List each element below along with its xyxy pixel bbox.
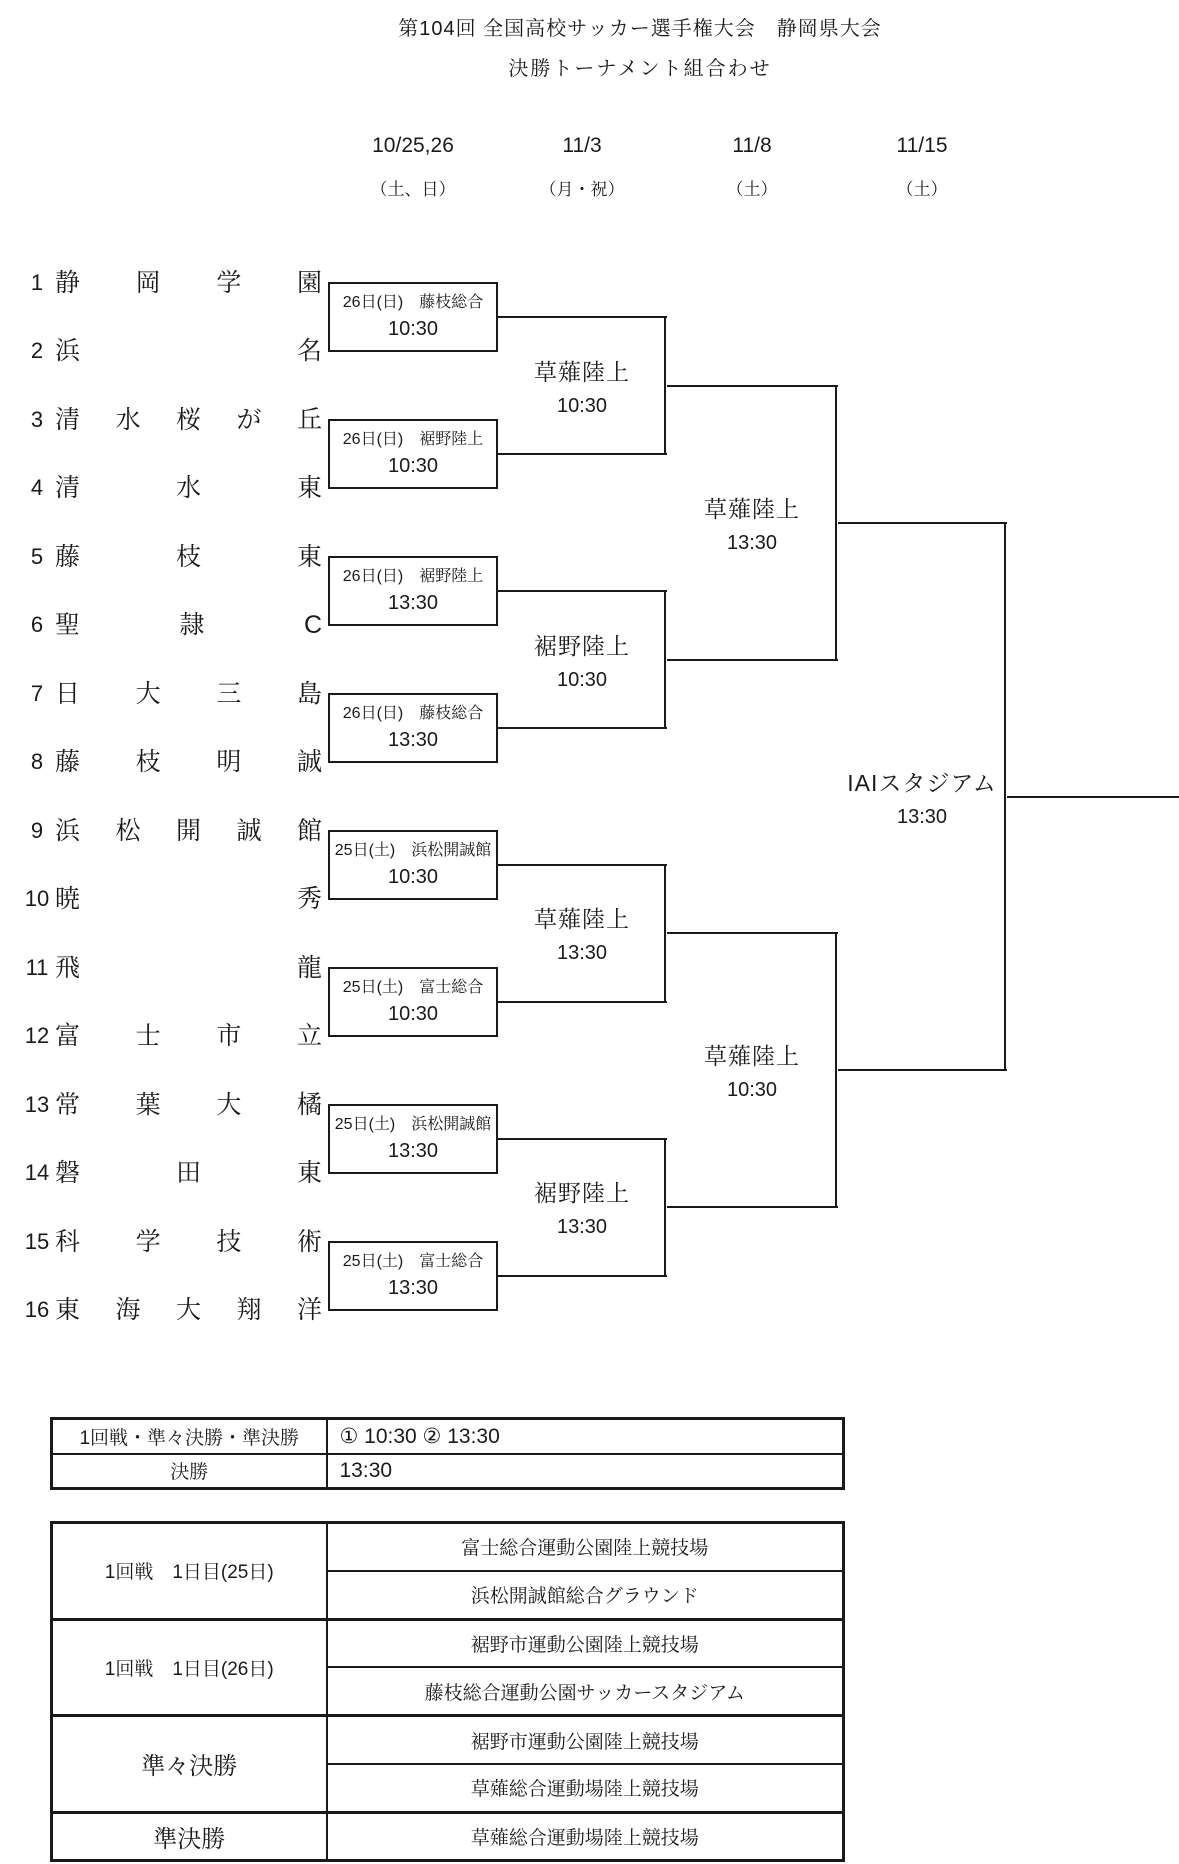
team-name: 藤 枝 東 [55,542,322,571]
bracket-line [838,522,1007,524]
match-time: 10:30 [387,1002,439,1025]
seed-number: 2 [30,338,44,364]
seed-number: 9 [30,817,44,843]
match-time: 13:30 [896,805,948,828]
match-date-venue: 26日(日) 藤枝総合 [342,294,484,311]
round-group-label: 1回戦 1日目(26日) [52,1619,327,1716]
match-time: 13:30 [387,728,439,751]
quarterfinal-label [534,354,630,418]
bracket-line [667,659,838,661]
round-group-label: 準々決勝 [52,1716,327,1813]
team-name: 藤 枝 明 誠 [55,748,322,777]
page-title: 第104回 全国高校サッカー選手権大会 静岡県大会 [398,18,882,40]
venue-name: 草薙陸上 [704,1043,800,1070]
bracket-line [498,1138,667,1140]
round1-match-box [328,967,498,1037]
match-time: 13:30 [726,531,778,554]
bracket-line [498,727,667,729]
team-name: 富 士 市 立 [55,1022,322,1051]
quarterfinal-label [534,1175,630,1239]
team-name: 磐 田 東 [55,1159,322,1188]
match-time: 13:30 [556,942,608,965]
round-date-column [371,134,456,200]
round-day-label: （土） [726,180,778,199]
venue-cell: 藤枝総合運動公園サッカースタジアム [327,1667,844,1715]
venue-table-row [52,1812,844,1860]
seed-number: 11 [25,954,49,980]
team-name: 東 海 大 翔 洋 [55,1296,322,1324]
bracket-line [498,864,667,866]
venue-cell: 裾野市運動公園陸上競技場 [327,1619,844,1667]
seed-number: 10 [24,886,50,912]
team-name: 日 大 三 島 [55,679,322,708]
round1-match-box [328,693,498,763]
match-date-venue: 25日(土) 富士総合 [342,978,484,996]
venue-cell: 草薙総合運動場陸上競技場 [327,1764,844,1812]
semifinal-label [704,491,800,555]
round-day-label: （土） [896,180,948,199]
seed-number: 7 [30,680,44,706]
venue-name: 草薙陸上 [704,495,800,522]
round-date-column [540,134,625,200]
round-day-label: （月・祝） [539,180,625,199]
bracket-line [664,316,666,455]
round-date-label: 10/25,26 [372,134,454,157]
bracket-line [667,1206,838,1208]
match-date-venue: 26日(日) 裾野陸上 [342,567,484,585]
match-time: 10:30 [556,668,608,691]
kickoff-time-cell: 13:30 [327,1454,844,1489]
match-date-venue: 26日(日) 裾野陸上 [342,430,484,448]
bracket-line [667,932,838,934]
match-date-venue: 26日(日) 藤枝総合 [342,704,484,722]
venue-name: 裾野陸上 [534,1180,630,1207]
venue-name: 草薙陸上 [534,358,630,385]
team-name: 飛 龍 [55,953,322,982]
seed-number: 3 [30,406,44,432]
round1-match-box [328,830,498,900]
bracket-line [835,385,837,661]
bracket-line [664,590,666,729]
seed-number: 16 [24,1297,50,1322]
bracket-line [664,864,666,1003]
round-date-column [727,134,778,200]
venue-table-row [52,1619,844,1667]
team-name: 科 学 技 術 [55,1227,322,1256]
venue-cell: 浜松開誠館総合グラウンド [327,1571,844,1619]
bracket-line [498,590,667,592]
team-name: 清 水 東 [55,474,322,503]
match-time: 13:30 [387,591,439,614]
match-time: 10:30 [387,865,439,888]
seed-number: 4 [30,475,44,501]
final-label [847,765,997,829]
seed-number: 15 [24,1228,50,1254]
quarterfinal-label [534,628,630,692]
team-name: 浜 名 [55,337,322,366]
seed-number: 8 [30,749,44,775]
team-name: 浜 松 開 誠 館 [55,816,322,845]
match-time: 10:30 [556,394,608,417]
round-group-label: 1回戦 1日目(25日) [52,1523,327,1620]
round1-match-box [328,1241,498,1311]
round-name-cell: 決勝 [52,1454,327,1489]
team-name: 常 葉 大 橘 [55,1090,322,1119]
match-time: 13:30 [387,1276,439,1299]
round-date-label: 11/8 [732,134,772,157]
venue-name: IAIスタジアム [847,769,997,796]
venue-table-row [52,1716,844,1764]
round1-match-box [328,1104,498,1174]
match-time: 10:30 [726,1079,778,1102]
venue-name: 裾野陸上 [534,632,630,659]
venue-cell: 裾野市運動公園陸上競技場 [327,1716,844,1764]
match-time: 10:30 [387,454,439,477]
bracket-line [498,1001,667,1003]
seed-number: 6 [30,612,44,638]
round-date-label: 11/15 [896,134,948,157]
match-time-table [50,1417,845,1490]
venue-table [50,1521,845,1862]
match-time: 13:30 [556,1216,608,1239]
bracket-line [838,1069,1007,1071]
team-name: 暁 秀 [55,885,322,914]
bracket-line [498,453,667,455]
match-time: 13:30 [387,1139,439,1162]
match-date-venue: 25日(土) 浜松開誠館 [334,841,492,859]
round-date-column [897,134,948,200]
quarterfinal-label [534,901,630,965]
bracket-line [835,932,837,1208]
team-name: 聖 隷 C [55,611,322,640]
semifinal-label [704,1038,800,1102]
match-date-venue: 25日(土) 浜松開誠館 [334,1115,492,1133]
venue-table-row [52,1523,844,1571]
match-time: 10:30 [387,318,439,340]
seed-number: 14 [24,1160,50,1186]
bracket-line [664,1138,666,1277]
bracket-line [1007,796,1179,798]
round-group-label: 準決勝 [52,1812,327,1860]
seed-number: 1 [30,270,44,295]
bracket-line [498,1275,667,1277]
round-date-label: 11/3 [562,134,602,157]
bracket-line [667,385,838,387]
round1-match-box [328,419,498,489]
bracket-line [498,316,667,318]
venue-cell: 草薙総合運動場陸上競技場 [327,1812,844,1860]
seed-number: 5 [30,543,44,569]
page-subtitle: 決勝トーナメント組合わせ [508,58,772,80]
team-name: 清 水 桜 が 丘 [55,405,322,434]
round-name-cell: 1回戦・準々決勝・準決勝 [52,1419,327,1454]
seed-number: 12 [24,1023,50,1049]
venue-name: 草薙陸上 [534,906,630,933]
venue-cell: 富士総合運動公園陸上競技場 [327,1523,844,1571]
team-name: 静 岡 学 園 [55,269,322,297]
round-day-label: （土、日） [370,180,456,199]
time-table-row [52,1454,844,1489]
match-date-venue: 25日(土) 富士総合 [342,1252,484,1270]
round1-match-box [328,282,498,352]
time-table-row [52,1419,844,1454]
bracket-line [1004,522,1006,1072]
round1-match-box [328,556,498,626]
seed-number: 13 [24,1091,50,1117]
kickoff-time-cell: ① 10:30 ② 13:30 [327,1419,844,1454]
